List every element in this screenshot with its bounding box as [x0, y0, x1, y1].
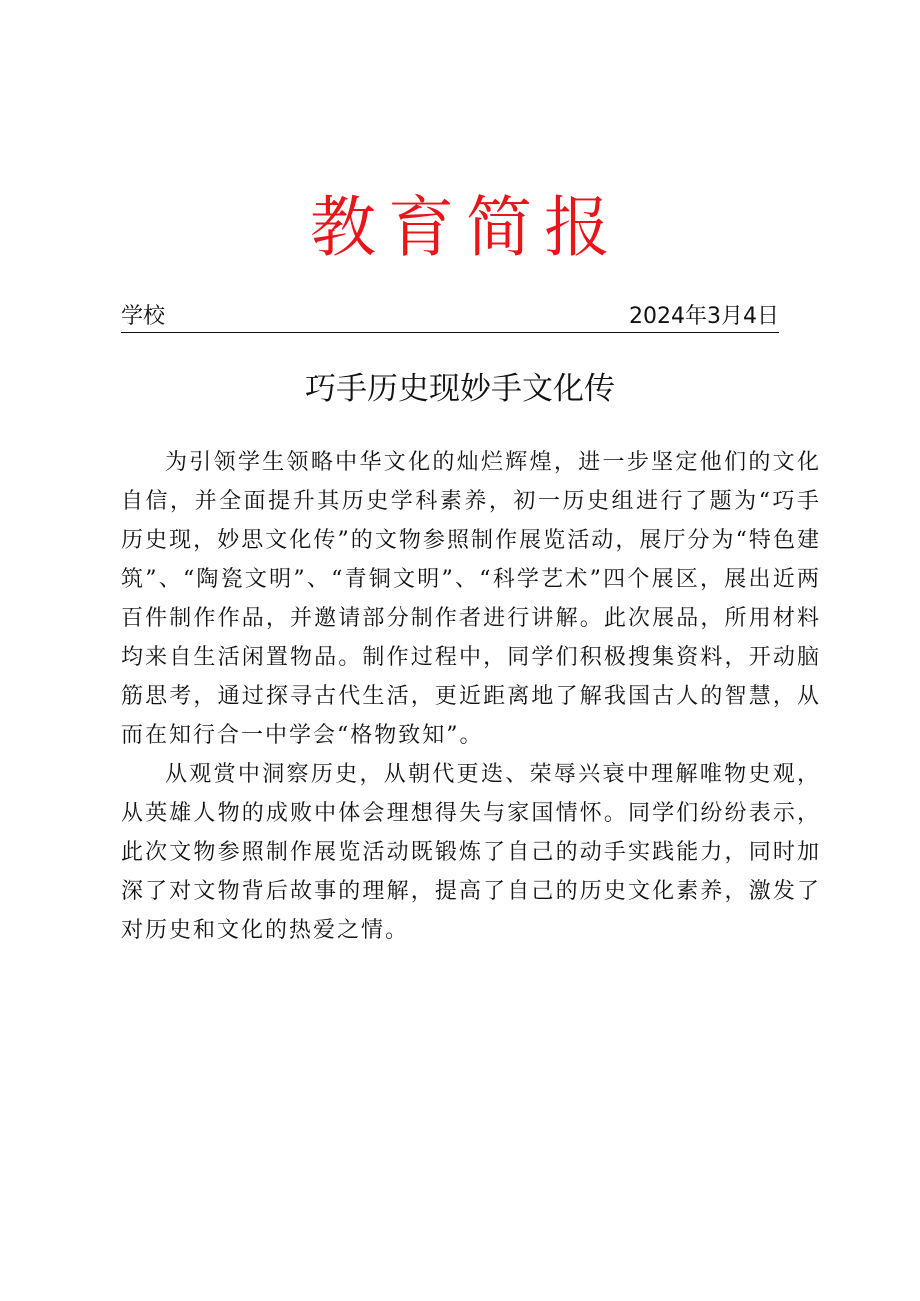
article-paragraph: 为引领学生领略中华文化的灿烂辉煌，进一步坚定他们的文化自信，并全面提升其历史学科素养，初一历史组进行了题为“巧手历史现，妙思文化传”的文物参照制作展览活动，展厅分为“特色建筑”、“陶瓷文明”、“青铜文明”、“科学艺术”四个展区，展出近两百件制作作品，并邀请部分制作者进行讲解。此次展品，所用材料均来自生活闲置物品。制作过程中，同学们积极搜集资料，开动脑筋思考，通过探寻古代生活，更近距离地了解我国古人的智慧，从而在知行合一中学会“格物致知”。 — [121, 450, 821, 748]
meta-line — [121, 302, 779, 333]
school-label: 学校 — [121, 304, 166, 329]
issue-date: 2024年3月4日 — [629, 304, 779, 329]
article-title: 巧手历史现妙手文化传 — [305, 371, 615, 407]
newsletter-masthead: 教育简报 — [310, 189, 622, 266]
article-paragraph: 从观赏中洞察历史，从朝代更迭、荣辱兴衰中理解唯物史观，从英雄人物的成败中体会理想得失与家国情怀。同学们纷纷表示，此次文物参照制作展览活动既锻炼了自己的动手实践能力，同时加深了对文物背后故事的理解，提高了自己的历史文化素养，激发了对历史和文化的热爱之情。 — [121, 762, 821, 943]
article-body — [121, 443, 821, 950]
